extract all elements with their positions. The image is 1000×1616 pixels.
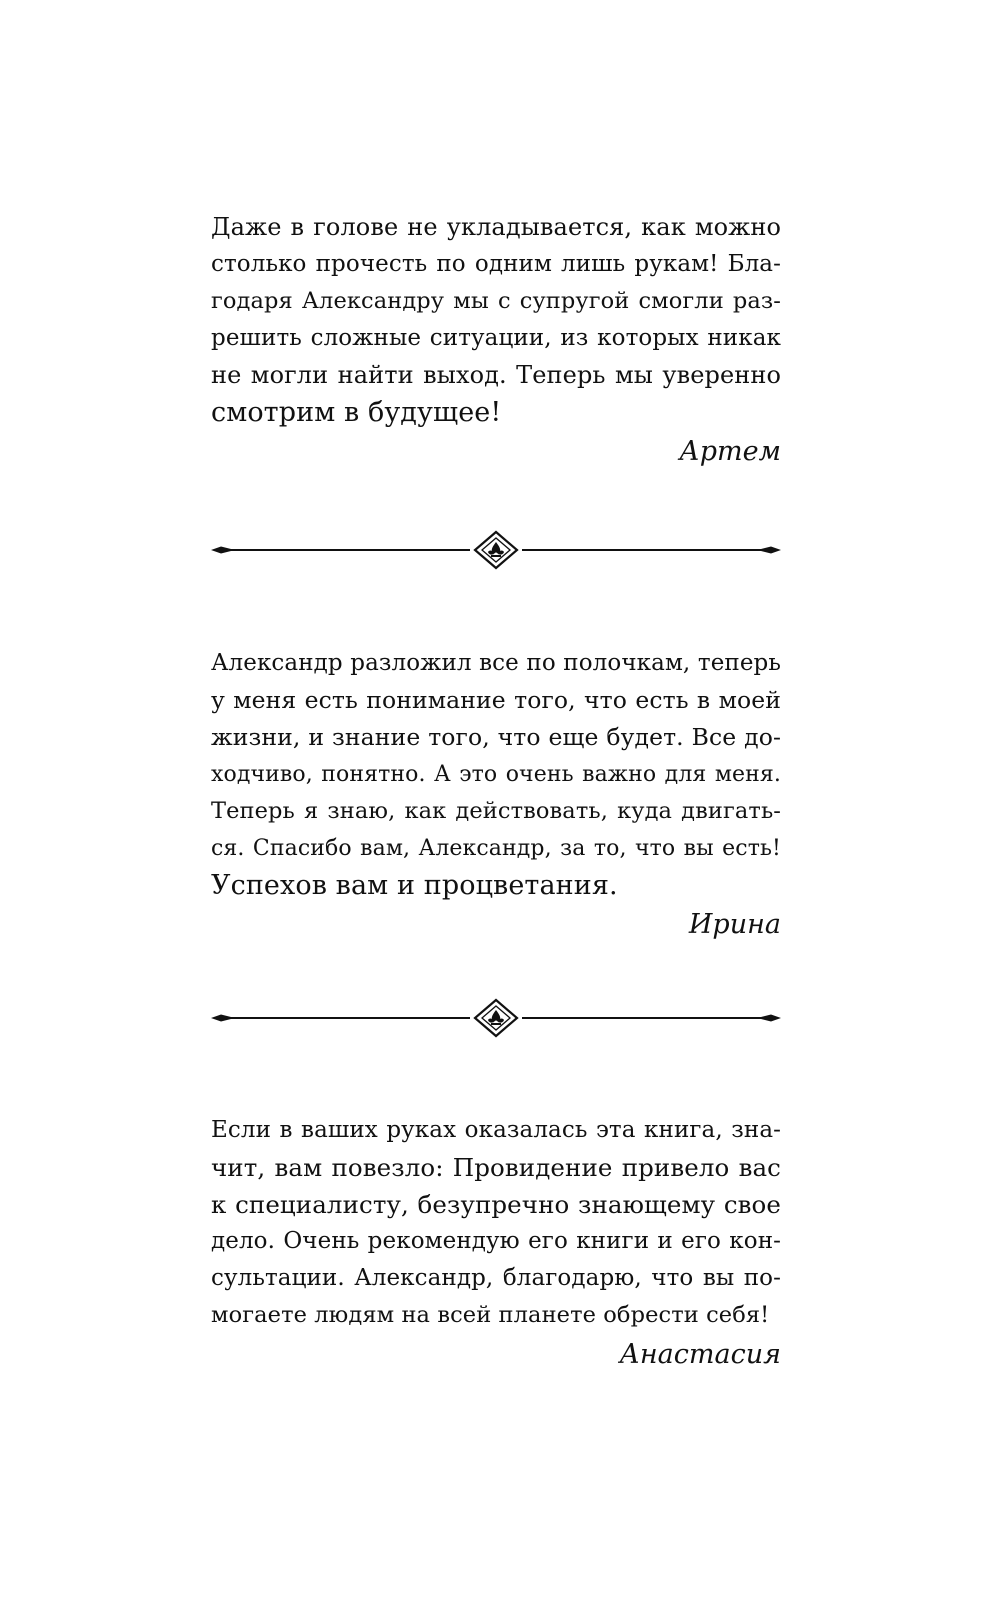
testimonial-line: ходчиво, понятно. А это очень важно для меня. bbox=[211, 762, 781, 787]
testimonial-line: не могли найти выход. Теперь мы уверенно bbox=[211, 361, 781, 389]
testimonial-anastasia bbox=[211, 1112, 781, 1373]
testimonial-artem bbox=[211, 209, 781, 470]
testimonial-line: смотрим в будущее! bbox=[211, 397, 502, 428]
ornament-divider-icon bbox=[211, 530, 781, 570]
testimonial-author: Анастасия bbox=[619, 1339, 781, 1370]
testimonial-line: жизни, и знание того, что еще будет. Все до- bbox=[211, 723, 781, 751]
testimonial-line: сультации. Александр, благодарю, что вы по- bbox=[211, 1265, 781, 1291]
testimonial-author: Артем bbox=[679, 436, 781, 467]
testimonial-line: Успехов вам и процветания. bbox=[211, 870, 618, 901]
testimonial-line: к специалисту, безупречно знающему свое bbox=[211, 1190, 781, 1219]
testimonial-line: Александр разложил все по полочкам, теперь bbox=[211, 650, 781, 676]
testimonial-author: Ирина bbox=[688, 909, 781, 940]
testimonial-line: дело. Очень рекомендую его книги и его кон- bbox=[211, 1228, 781, 1254]
ornament-divider-icon bbox=[211, 998, 781, 1038]
testimonial-line: чит, вам повезло: Провидение привело вас bbox=[211, 1153, 781, 1182]
testimonial-line: Теперь я знаю, как действовать, куда двигать- bbox=[211, 798, 781, 824]
testimonial-line: годаря Александру мы с супругой смогли раз- bbox=[211, 288, 781, 314]
testimonial-line: решить сложные ситуации, из которых никак bbox=[211, 325, 781, 351]
testimonial-line: могаете людям на всей планете обрести себя! bbox=[211, 1302, 770, 1328]
testimonial-line: Если в ваших руках оказалась эта книга, зна- bbox=[211, 1117, 781, 1143]
testimonial-line: ся. Спасибо вам, Александр, за то, что вы есть! bbox=[211, 836, 781, 861]
testimonial-line: Даже в голове не укладывается, как можно bbox=[211, 213, 781, 241]
testimonial-line: у меня есть понимание того, что есть в моей bbox=[211, 686, 781, 714]
testimonial-irina bbox=[211, 645, 781, 943]
testimonial-line: столько прочесть по одним лишь рукам! Бла- bbox=[211, 251, 781, 277]
